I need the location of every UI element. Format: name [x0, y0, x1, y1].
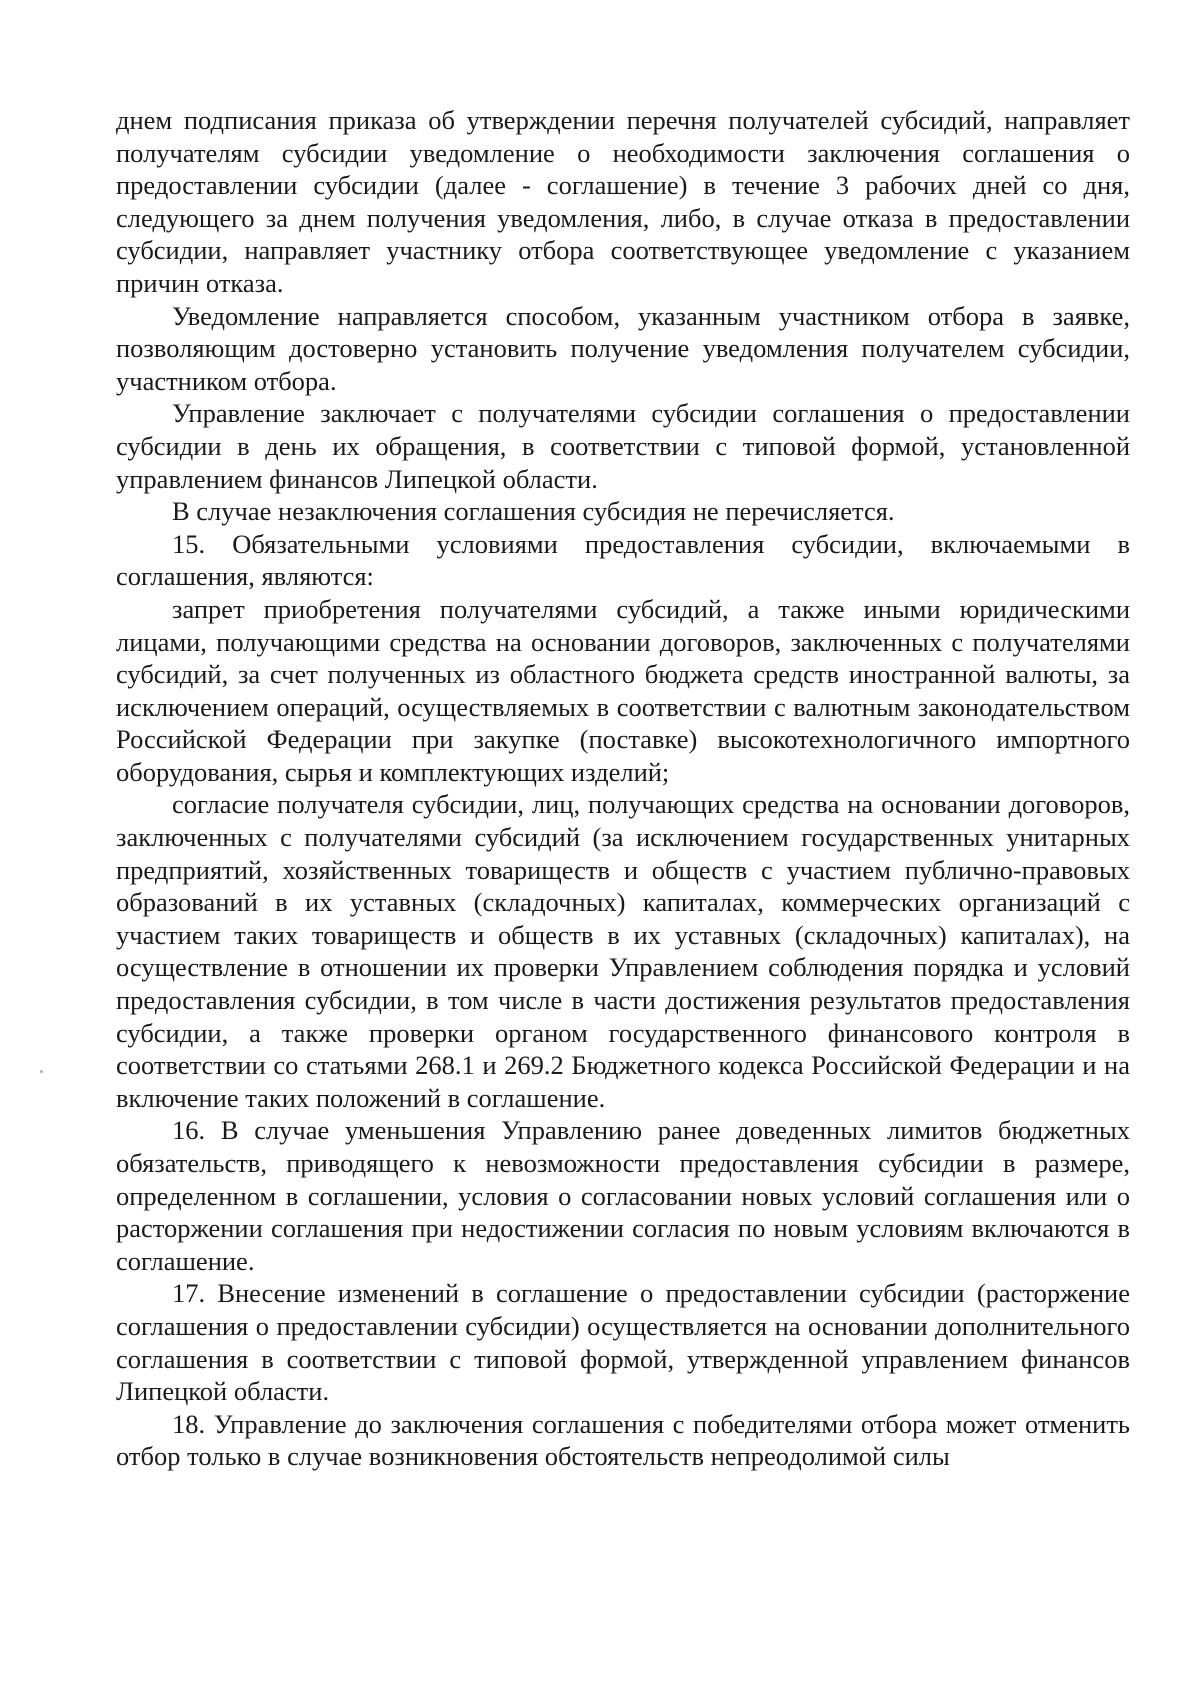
paragraph-non-conclusion: В случае незаключения соглашения субсидия не перечисляется. [172, 496, 895, 527]
paragraph-agreement-conclusion: Управление заключает с получателями субсидии соглашения о предоставлении субсидии в день их обращения, в соответствии с типовой формой, установленной управлением финансов Липецкой области. [116, 398, 1130, 494]
paragraph-notification-method: Уведомление направляется способом, указанным участником отбора в заявке, позволяющим достоверно установить получение уведомления получателем субсидии, участником отбора. [116, 300, 1130, 396]
paragraph-item-18: 18. Управление до заключения соглашения с победителями отбора может отменить отбор только в случае возникновения обстоятельств непреодолимой силы [116, 1408, 1130, 1472]
paragraph-item-17: 17. Внесение изменений в соглашение о предоставлении субсидии (расторжение соглашения о предоставлении субсидии) осуществляется на основании дополнительного соглашения в соответствии с типовой формой, утвержденной управлением финансов Липецкой области. [116, 1278, 1130, 1407]
paragraph-currency-ban: запрет приобретения получателями субсидий, а также иными юридическими лицами, получающими средства на основании договоров, заключенных с получателями субсидий, за счет полученных из областного бюджета средств иностранной валюты, за исключением операций, осуществляемых в соответствии с валютным законодательством Российской Федерации при закупке (поставке) высокотехнологичного импортного оборудования, сырья и комплектующих изделий; [116, 593, 1130, 787]
paragraph-consent: согласие получателя субсидии, лиц, получающих средства на основании договоров, заключенных с получателями субсидий (за исключением государственных унитарных предприятий, хозяйственных товариществ и обществ с участием публично-правовых образований в их уставных (складочных) капиталах, коммерческих организаций с участием таких товариществ и обществ в их уставных (складочных) капиталах), на осуществление в отношении их проверки Управлением соблюдения порядка и условий предоставления субсидии, в том числе в части достижения результатов предоставления субсидии, а также проверки органом государственного финансового контроля в соответствии со статьями 268.1 и 269.2 Бюджетного кодекса Российской Федерации и на включение таких положений в соглашение. [116, 789, 1130, 1113]
paragraph-item-15: 15. Обязательными условиями предоставления субсидии, включаемыми в соглашения, являются: [116, 528, 1130, 592]
scan-speck [40, 1070, 43, 1073]
document-body [116, 104, 1130, 1473]
paragraph-item-16: 16. В случае уменьшения Управлению ранее доведенных лимитов бюджетных обязательств, приводящего к невозможности предоставления субсидии в размере, определенном в соглашении, условия о согласовании новых условий соглашения или о расторжении соглашения при недостижении согласия по новым условиям включаются в соглашение. [116, 1115, 1130, 1276]
paragraph-continuation: днем подписания приказа об утверждении перечня получателей субсидий, направляет получателям субсидии уведомление о необходимости заключения соглашения о предоставлении субсидии (далее - соглашение) в течение 3 рабочих дней со дня, следующего за днем получения уведомления, либо, в случае отказа в предоставлении субсидии, направляет участнику отбора соответствующее уведомление с указанием причин отказа. [116, 105, 1130, 298]
